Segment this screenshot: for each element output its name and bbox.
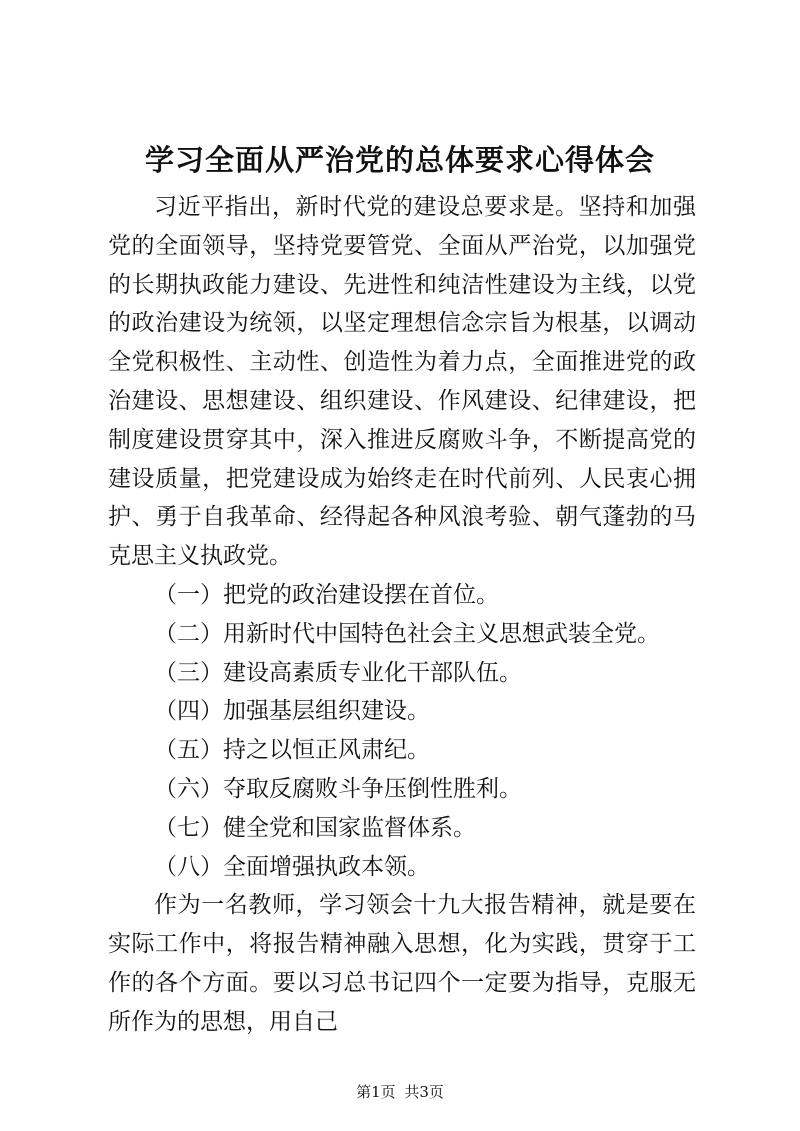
requirements-list bbox=[108, 576, 696, 886]
paragraph-intro: 习近平指出，新时代党的建设总要求是。坚持和加强党的全面领导，坚持党要管党、全面从严治党，以加强党的长期执政能力建设、先进性和纯洁性建设为主线，以党的政治建设为统领，以坚定理想信念宗旨为根基，以调动全党积极性、主动性、创造性为着力点，全面推进党的政治建设、思想建设、组织建设、作风建设、纪律建设，把制度建设贯穿其中，深入推进反腐败斗争，不断提高党的建设质量，把党建设成为始终走在时代前列、人民衷心拥护、勇于自我革命、经得起各种风浪考验、朝气蓬勃的马克思主义执政党。 bbox=[108, 194, 696, 570]
list-item: （七）健全党和国家监督体系。 bbox=[154, 814, 476, 841]
page-footer bbox=[0, 1082, 800, 1102]
page-total: 共3页 bbox=[404, 1083, 444, 1101]
list-item: （四）加强基层组织建设。 bbox=[154, 698, 430, 725]
list-item: （八）全面增强执政本领。 bbox=[154, 853, 430, 880]
document-title: 学习全面从严治党的总体要求心得体会 bbox=[144, 143, 655, 177]
page-number: 第1页 bbox=[356, 1083, 396, 1101]
list-item: （二）用新时代中国特色社会主义思想武装全党。 bbox=[154, 620, 660, 647]
list-item: （一）把党的政治建设摆在首位。 bbox=[154, 581, 499, 608]
document-body bbox=[108, 188, 696, 1042]
list-item: （五）持之以恒正风肃纪。 bbox=[154, 737, 430, 764]
list-item: （三）建设高素质专业化干部队伍。 bbox=[154, 659, 522, 686]
paragraph-teacher: 作为一名教师，学习领会十九大报告精神，就是要在实际工作中，将报告精神融入思想，化为实践，贯穿于工作的各个方面。要以习总书记四个一定要为指导，克服无所作为的思想，用自己 bbox=[108, 892, 696, 1035]
list-item: （六）夺取反腐败斗争压倒性胜利。 bbox=[154, 775, 522, 802]
